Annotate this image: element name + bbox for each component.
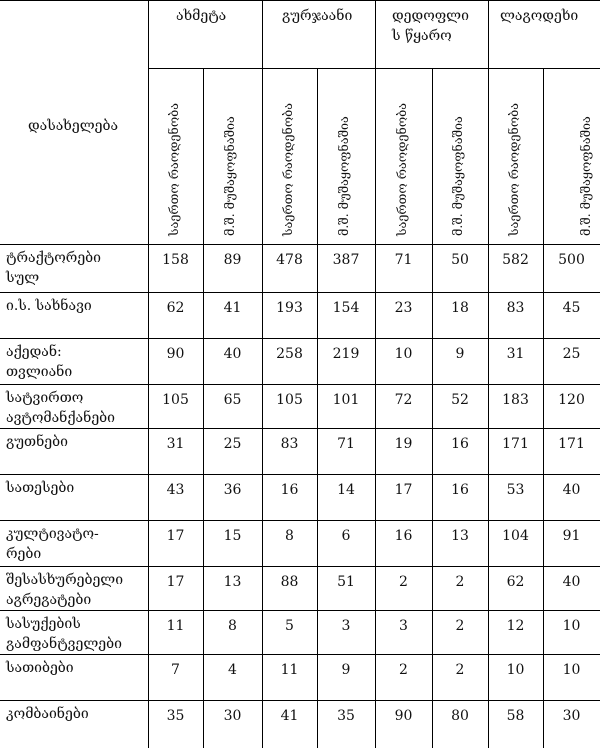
value-cell: 52 (451, 392, 469, 408)
row-label: ტრაქტორები სულ (6, 250, 102, 286)
value-cell: 17 (166, 574, 185, 590)
value-cell: 582 (502, 252, 529, 268)
value-cell: 71 (394, 252, 413, 268)
value-cell: 25 (223, 436, 242, 452)
value-cell: 171 (558, 436, 585, 452)
value-cell: 51 (337, 574, 355, 590)
value-cell: 387 (332, 252, 360, 268)
value-cell: 10 (394, 346, 413, 362)
value-cell: 35 (166, 708, 185, 724)
value-cell: 219 (332, 346, 360, 362)
row-divider (0, 566, 600, 567)
value-cell: 31 (166, 436, 185, 452)
value-cell: 40 (562, 482, 581, 498)
value-cell: 154 (332, 300, 360, 316)
value-cell: 16 (394, 528, 413, 544)
region-header: ახმეტა (176, 8, 227, 24)
row-label: სათიბები (6, 660, 74, 676)
subcolumn-header-working: მ.შ. მუშაყოფნაშია (336, 116, 351, 236)
table-top-border (0, 0, 600, 1)
value-cell: 10 (562, 662, 581, 678)
value-cell: 45 (562, 300, 581, 316)
value-cell: 89 (223, 252, 242, 268)
value-cell: 5 (285, 618, 294, 634)
value-cell: 171 (502, 436, 529, 452)
value-cell: 6 (341, 528, 351, 544)
row-label: სასუქების გამფანტველები (6, 616, 122, 652)
row-divider (0, 654, 600, 655)
value-cell: 17 (166, 528, 185, 544)
value-cell: 258 (276, 346, 303, 362)
value-cell: 16 (280, 482, 299, 498)
value-cell: 193 (276, 300, 303, 316)
value-cell: 53 (506, 482, 525, 498)
value-cell: 12 (506, 618, 525, 634)
row-divider (0, 610, 600, 611)
row-label: სატვირთო ავტომანქანები (6, 390, 116, 426)
value-cell: 58 (506, 708, 525, 724)
value-cell: 10 (562, 618, 581, 634)
value-cell: 10 (506, 662, 525, 678)
region-header-bottom-border (148, 68, 600, 69)
value-cell: 19 (394, 436, 413, 452)
value-cell: 9 (455, 346, 465, 362)
value-cell: 2 (399, 662, 408, 678)
region-header: დედოფლი ს წყარო (392, 8, 469, 44)
value-cell: 11 (166, 618, 185, 634)
value-cell: 105 (162, 392, 189, 408)
value-cell: 3 (341, 618, 351, 634)
row-divider (0, 338, 600, 339)
value-cell: 41 (223, 300, 242, 316)
value-cell: 62 (166, 300, 185, 316)
row-label: კულტივატო- რები (6, 526, 99, 562)
value-cell: 65 (223, 392, 242, 408)
value-cell: 15 (223, 528, 242, 544)
row-label: ი.ს. სახნავი (6, 298, 92, 314)
value-cell: 2 (455, 574, 465, 590)
value-cell: 158 (162, 252, 189, 268)
value-cell: 90 (166, 346, 185, 362)
value-cell: 83 (280, 436, 299, 452)
row-divider (0, 428, 600, 429)
value-cell: 36 (223, 482, 242, 498)
value-cell: 13 (451, 528, 469, 544)
value-cell: 30 (562, 708, 581, 724)
subcolumn-header-working: მ.შ. მუშაყოფნაშია (578, 116, 593, 236)
value-cell: 500 (558, 252, 585, 268)
value-cell: 16 (451, 436, 469, 452)
value-cell: 90 (394, 708, 413, 724)
name-column-header: დასახელება (28, 118, 119, 134)
value-cell: 40 (223, 346, 242, 362)
value-cell: 40 (562, 574, 581, 590)
value-cell: 25 (562, 346, 581, 362)
value-cell: 43 (166, 482, 185, 498)
row-divider (0, 384, 600, 385)
subcolumn-header-total: საერთო რაოდენობა (166, 102, 181, 236)
value-cell: 4 (228, 662, 237, 678)
value-cell: 13 (223, 574, 242, 590)
value-cell: 120 (558, 392, 585, 408)
value-cell: 2 (455, 618, 465, 634)
subcolumn-header-working: მ.შ. მუშაყოფნაშია (222, 116, 237, 236)
row-divider (0, 520, 600, 521)
value-cell: 105 (276, 392, 303, 408)
value-cell: 31 (506, 346, 525, 362)
header-bottom-border (0, 244, 600, 245)
value-cell: 478 (276, 252, 303, 268)
row-divider (0, 700, 600, 701)
value-cell: 101 (332, 392, 360, 408)
value-cell: 104 (502, 528, 529, 544)
value-cell: 16 (451, 482, 469, 498)
value-cell: 2 (399, 574, 408, 590)
value-cell: 18 (451, 300, 469, 316)
value-cell: 35 (337, 708, 355, 724)
row-label: შესასხურებელი აგრეგატები (6, 572, 124, 608)
value-cell: 91 (562, 528, 581, 544)
subcolumn-header-total: საერთო რაოდენობა (280, 102, 295, 236)
value-cell: 71 (337, 436, 355, 452)
value-cell: 50 (451, 252, 469, 268)
subcolumn-header-working: მ.შ. მუშაყოფნაშია (450, 116, 465, 236)
value-cell: 3 (399, 618, 408, 634)
value-cell: 83 (506, 300, 525, 316)
value-cell: 30 (223, 708, 242, 724)
row-divider (0, 474, 600, 475)
value-cell: 14 (337, 482, 355, 498)
value-cell: 9 (341, 662, 351, 678)
value-cell: 17 (394, 482, 413, 498)
row-label: სათესები (6, 480, 75, 496)
value-cell: 72 (394, 392, 413, 408)
value-cell: 23 (394, 300, 413, 316)
value-cell: 7 (171, 662, 180, 678)
row-label: კომბაინები (6, 706, 89, 722)
value-cell: 41 (280, 708, 299, 724)
value-cell: 8 (285, 528, 294, 544)
subcolumn-header-total: საერთო რაოდენობა (394, 102, 409, 236)
row-divider (0, 292, 600, 293)
subcolumn-header-total: საერთო რაოდენობა (506, 102, 521, 236)
row-label: გუთნები (6, 434, 68, 450)
region-header: გურჯაანი (282, 8, 353, 24)
value-cell: 62 (506, 574, 525, 590)
value-cell: 183 (502, 392, 529, 408)
value-cell: 2 (455, 662, 465, 678)
region-header: ლაგოდეხი (500, 8, 579, 24)
value-cell: 8 (228, 618, 237, 634)
value-cell: 11 (280, 662, 299, 678)
row-label: აქედან: თვლიანი (6, 344, 73, 380)
value-cell: 88 (280, 574, 299, 590)
value-cell: 80 (451, 708, 469, 724)
